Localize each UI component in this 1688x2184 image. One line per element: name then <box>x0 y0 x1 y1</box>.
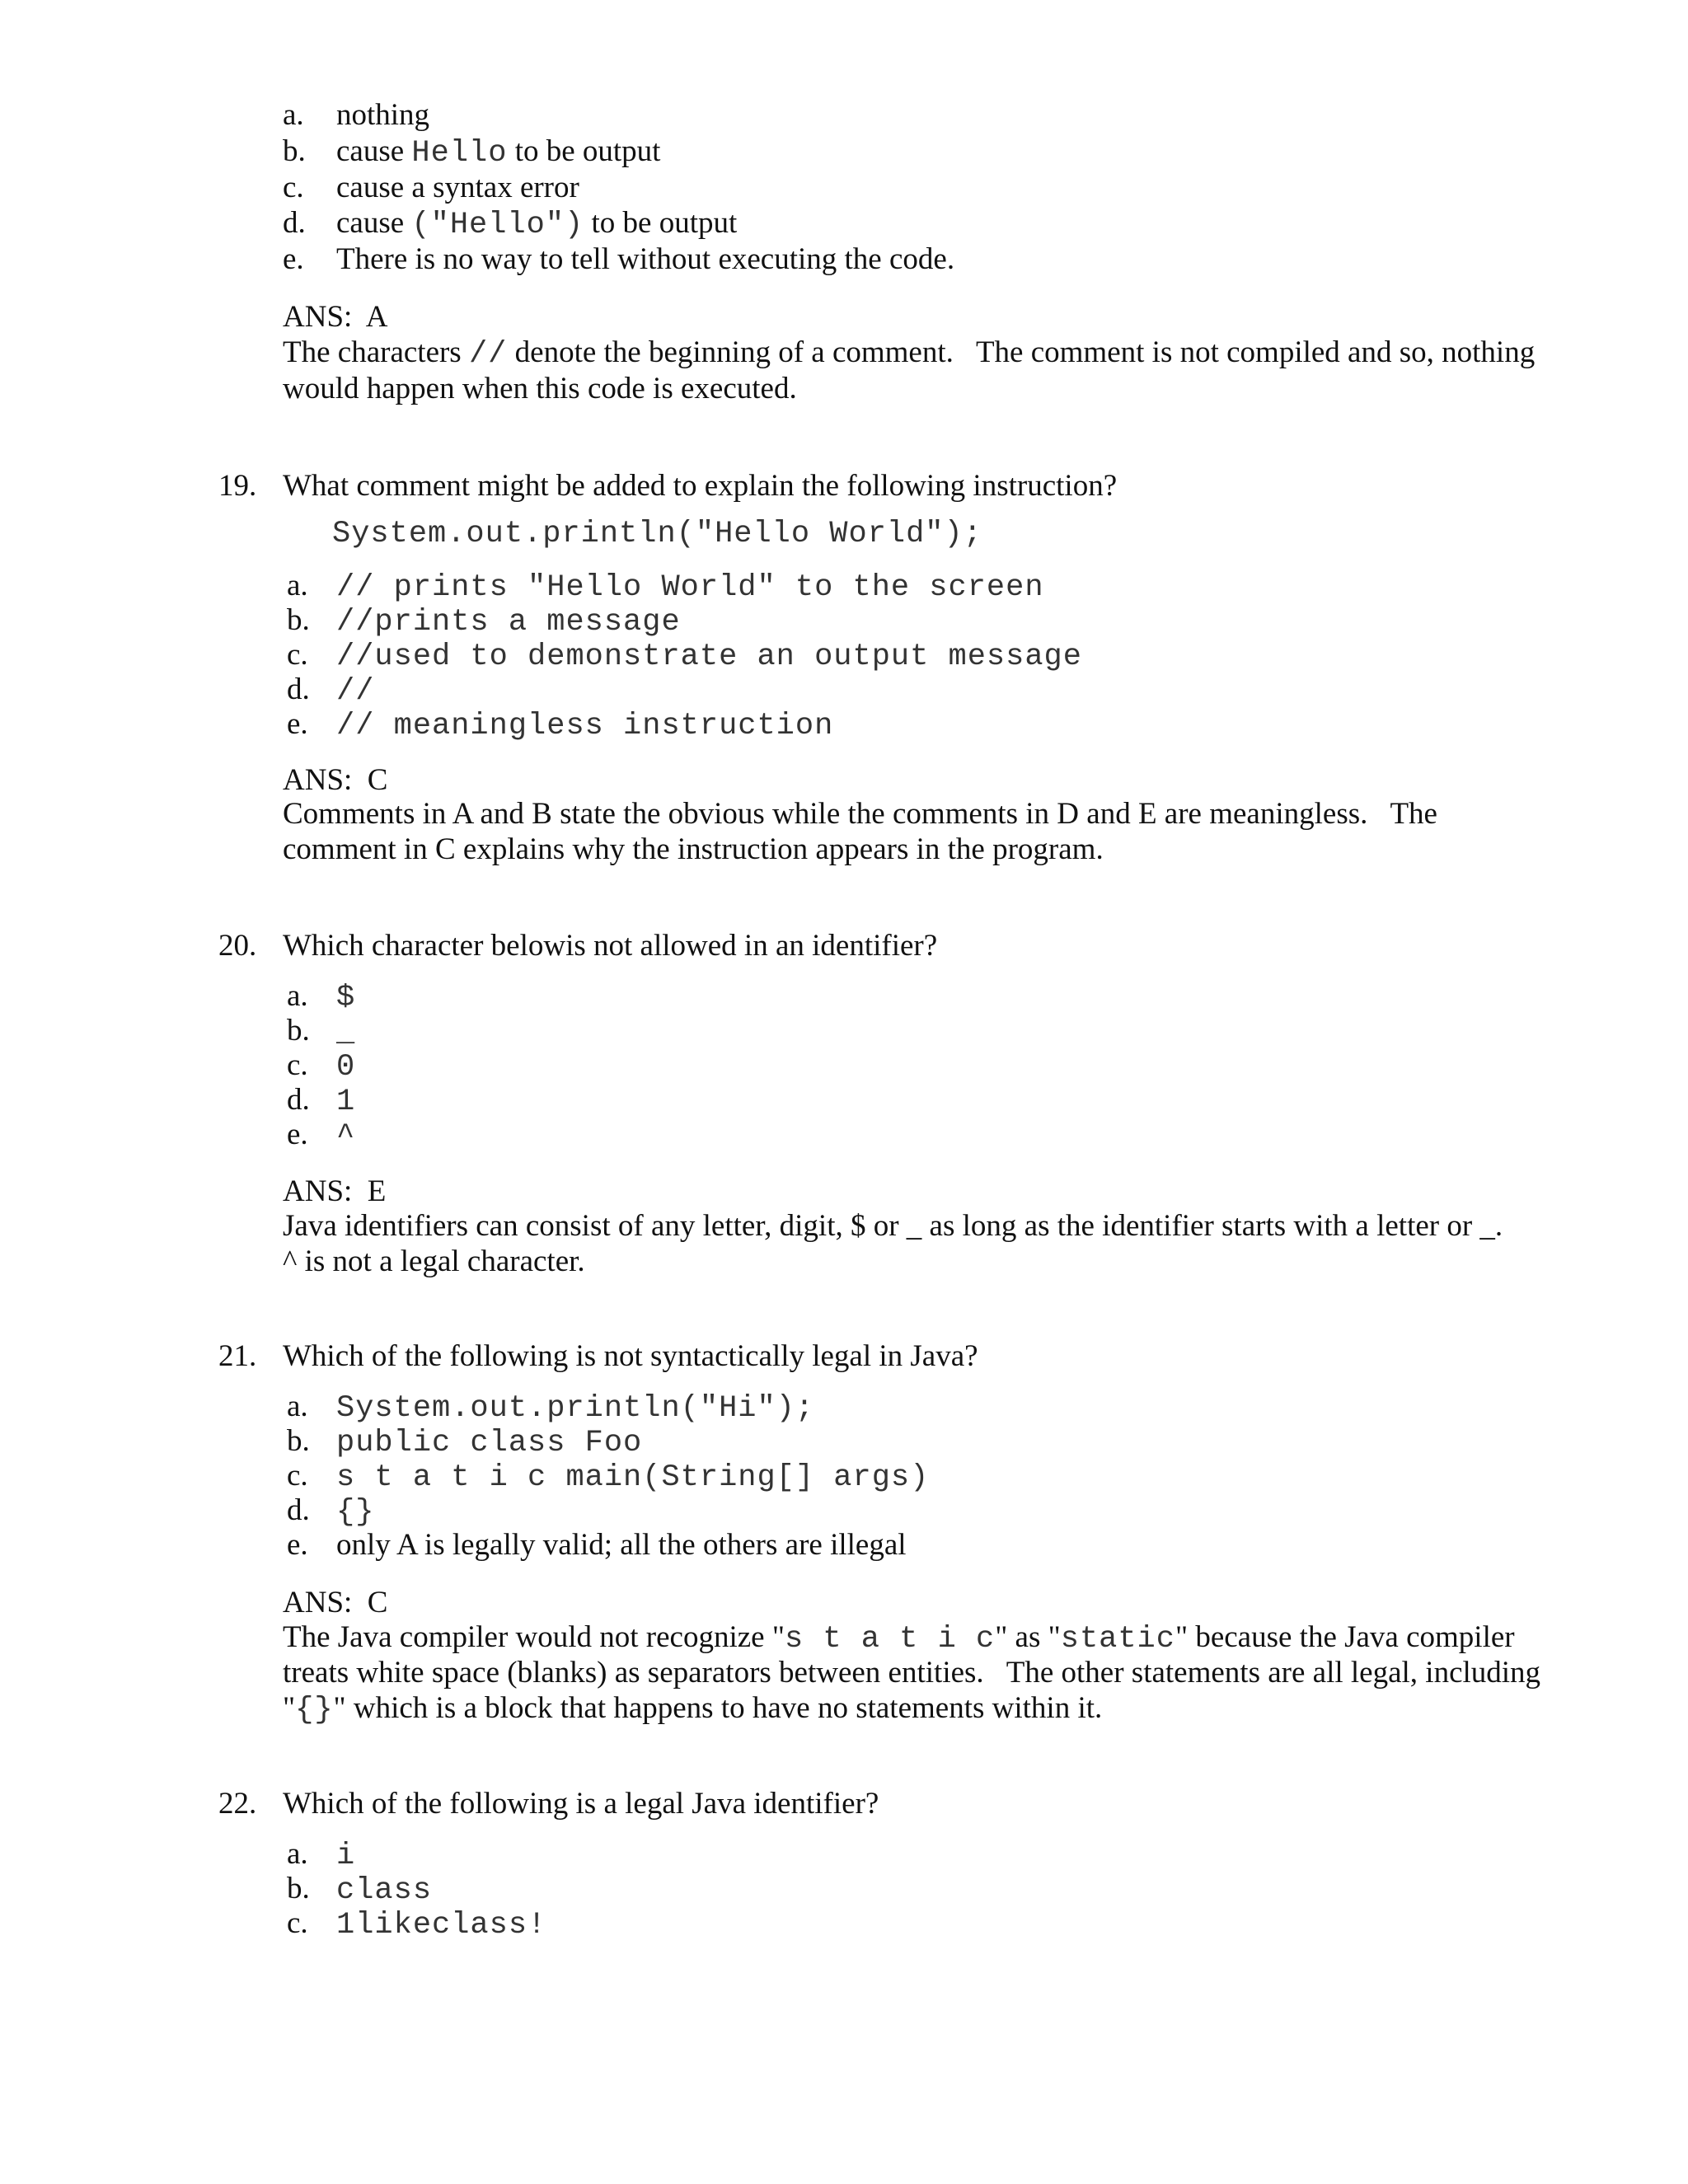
text-fragment: cause <box>336 206 412 240</box>
explanation-line <box>283 1690 1102 1728</box>
explanation-line <box>283 1619 1515 1657</box>
text-fragment: cause <box>336 134 412 168</box>
explanation-line <box>283 1208 1503 1244</box>
explanation-line <box>283 796 1437 832</box>
option-text <box>336 1527 907 1563</box>
option-text <box>336 1871 432 1909</box>
question-19-number: 19. <box>218 469 257 503</box>
question-19-text: What comment might be added to explain the following instruction? <box>283 469 1118 503</box>
option-text <box>336 241 954 277</box>
question-19-code: System.out.println("Hello World"); <box>332 517 982 551</box>
option-letter: c. <box>283 171 304 204</box>
question-22-text: Which of the following is a legal Java identifier? <box>283 1787 879 1821</box>
option-letter: c. <box>287 1048 308 1082</box>
option-letter: a. <box>287 569 308 602</box>
explanation-line <box>283 832 1104 867</box>
option-text <box>336 1905 546 1943</box>
code-fragment: s t a t i c <box>784 1622 996 1657</box>
option-letter: a. <box>287 979 308 1013</box>
option-text <box>336 1082 355 1120</box>
explanation-line <box>283 371 797 406</box>
text-fragment: ^ is not a legal character. <box>283 1244 585 1278</box>
option-letter: a. <box>287 1837 308 1871</box>
code-fragment: ("Hello") <box>411 208 584 242</box>
question-20-text: Which character belowis not allowed in an identifier? <box>283 929 938 963</box>
option-text <box>336 97 429 133</box>
option-text <box>336 1013 355 1051</box>
option-text <box>336 568 1044 606</box>
text-fragment: " <box>283 1691 296 1725</box>
code-fragment: 1likeclass! <box>336 1908 547 1943</box>
option-letter: a. <box>283 98 304 132</box>
option-letter: b. <box>283 134 306 168</box>
option-letter: c. <box>287 1906 308 1940</box>
question-20-number: 20. <box>218 929 257 963</box>
question-21-text: Which of the following is not syntactically legal in Java? <box>283 1339 978 1373</box>
code-fragment: class <box>336 1873 433 1908</box>
question-21-answer: ANS: C <box>283 1586 388 1619</box>
option-text <box>336 978 355 1016</box>
text-fragment: " as " <box>995 1620 1061 1654</box>
text-fragment: " because the Java compiler <box>1175 1620 1515 1654</box>
code-fragment: // <box>336 674 375 709</box>
question-22-number: 22. <box>218 1787 257 1821</box>
text-fragment: nothing <box>336 98 430 132</box>
question-21-number: 21. <box>218 1339 257 1373</box>
option-text <box>336 1117 355 1155</box>
option-letter: e. <box>287 1528 308 1562</box>
code-fragment: Hello <box>411 136 508 171</box>
option-text <box>336 1458 929 1496</box>
text-fragment: The characters <box>283 335 469 369</box>
option-letter: d. <box>283 206 306 240</box>
option-letter: e. <box>287 1118 308 1151</box>
text-fragment: to be output <box>584 206 738 240</box>
code-fragment: s t a t i c main(String[] args) <box>336 1460 930 1495</box>
explanation-line <box>283 1655 1540 1690</box>
text-fragment: treats white space (blanks) as separators between entities. The other statements are all legal, including <box>283 1656 1541 1690</box>
option-letter: a. <box>287 1390 308 1423</box>
option-letter: c. <box>287 638 308 672</box>
option-letter: b. <box>287 1014 310 1047</box>
option-letter: b. <box>287 1872 310 1905</box>
option-text <box>336 602 681 640</box>
code-fragment: $ <box>336 981 356 1015</box>
code-fragment: System.out.println("Hi"); <box>336 1391 815 1426</box>
code-fragment: ^ <box>336 1119 356 1154</box>
code-fragment: 1 <box>336 1085 356 1119</box>
question-18-answer: ANS: A <box>283 300 388 334</box>
option-letter: b. <box>287 603 310 637</box>
code-fragment: // prints "Hello World" to the screen <box>336 570 1044 605</box>
code-fragment: {} <box>336 1495 375 1530</box>
explanation-line <box>283 335 1535 373</box>
text-fragment: to be output <box>507 134 661 168</box>
option-text <box>336 1423 642 1461</box>
option-letter: d. <box>287 1083 310 1117</box>
question-19-answer: ANS: C <box>283 763 388 797</box>
text-fragment: denote the beginning of a comment. The comment is not compiled and so, nothing <box>507 335 1536 369</box>
option-letter: d. <box>287 1493 310 1527</box>
code-fragment: _ <box>336 1015 356 1050</box>
option-text <box>336 134 660 171</box>
question-20-answer: ANS: E <box>283 1174 387 1208</box>
option-text <box>336 672 374 710</box>
option-text <box>336 1836 355 1874</box>
text-fragment: would happen when this code is executed. <box>283 372 797 405</box>
option-text <box>336 170 579 205</box>
code-fragment: static <box>1060 1622 1175 1657</box>
option-letter: c. <box>287 1459 308 1493</box>
option-text <box>336 1047 355 1085</box>
code-fragment: public class Foo <box>336 1426 643 1460</box>
code-fragment: // meaningless instruction <box>336 709 834 743</box>
code-fragment: //prints a message <box>336 605 681 640</box>
text-fragment: There is no way to tell without executing the code. <box>336 242 955 276</box>
code-fragment: i <box>336 1839 356 1873</box>
option-letter: e. <box>287 707 308 741</box>
text-fragment: only A is legally valid; all the others are illegal <box>336 1528 907 1562</box>
option-letter: d. <box>287 673 310 706</box>
code-fragment: // <box>468 337 508 372</box>
option-text <box>336 637 1082 675</box>
explanation-line <box>283 1244 585 1279</box>
option-letter: e. <box>283 242 304 276</box>
option-text <box>336 1389 814 1427</box>
option-text <box>336 706 833 744</box>
code-fragment: {} <box>295 1693 334 1727</box>
text-fragment: The Java compiler would not recognize " <box>283 1620 785 1654</box>
text-fragment: comment in C explains why the instruction appears in the program. <box>283 832 1104 866</box>
text-fragment: Comments in A and B state the obvious while the comments in D and E are meaningless. The <box>283 797 1437 831</box>
option-text <box>336 1493 374 1530</box>
option-text <box>336 205 737 243</box>
text-fragment: " which is a block that happens to have no statements within it. <box>333 1691 1103 1725</box>
code-fragment: //used to demonstrate an output message <box>336 640 1082 674</box>
option-letter: b. <box>287 1424 310 1458</box>
text-fragment: cause a syntax error <box>336 171 579 204</box>
text-fragment: Java identifiers can consist of any letter, digit, $ or _ as long as the identifier starts with a letter or _. <box>283 1209 1503 1243</box>
code-fragment: 0 <box>336 1050 356 1085</box>
